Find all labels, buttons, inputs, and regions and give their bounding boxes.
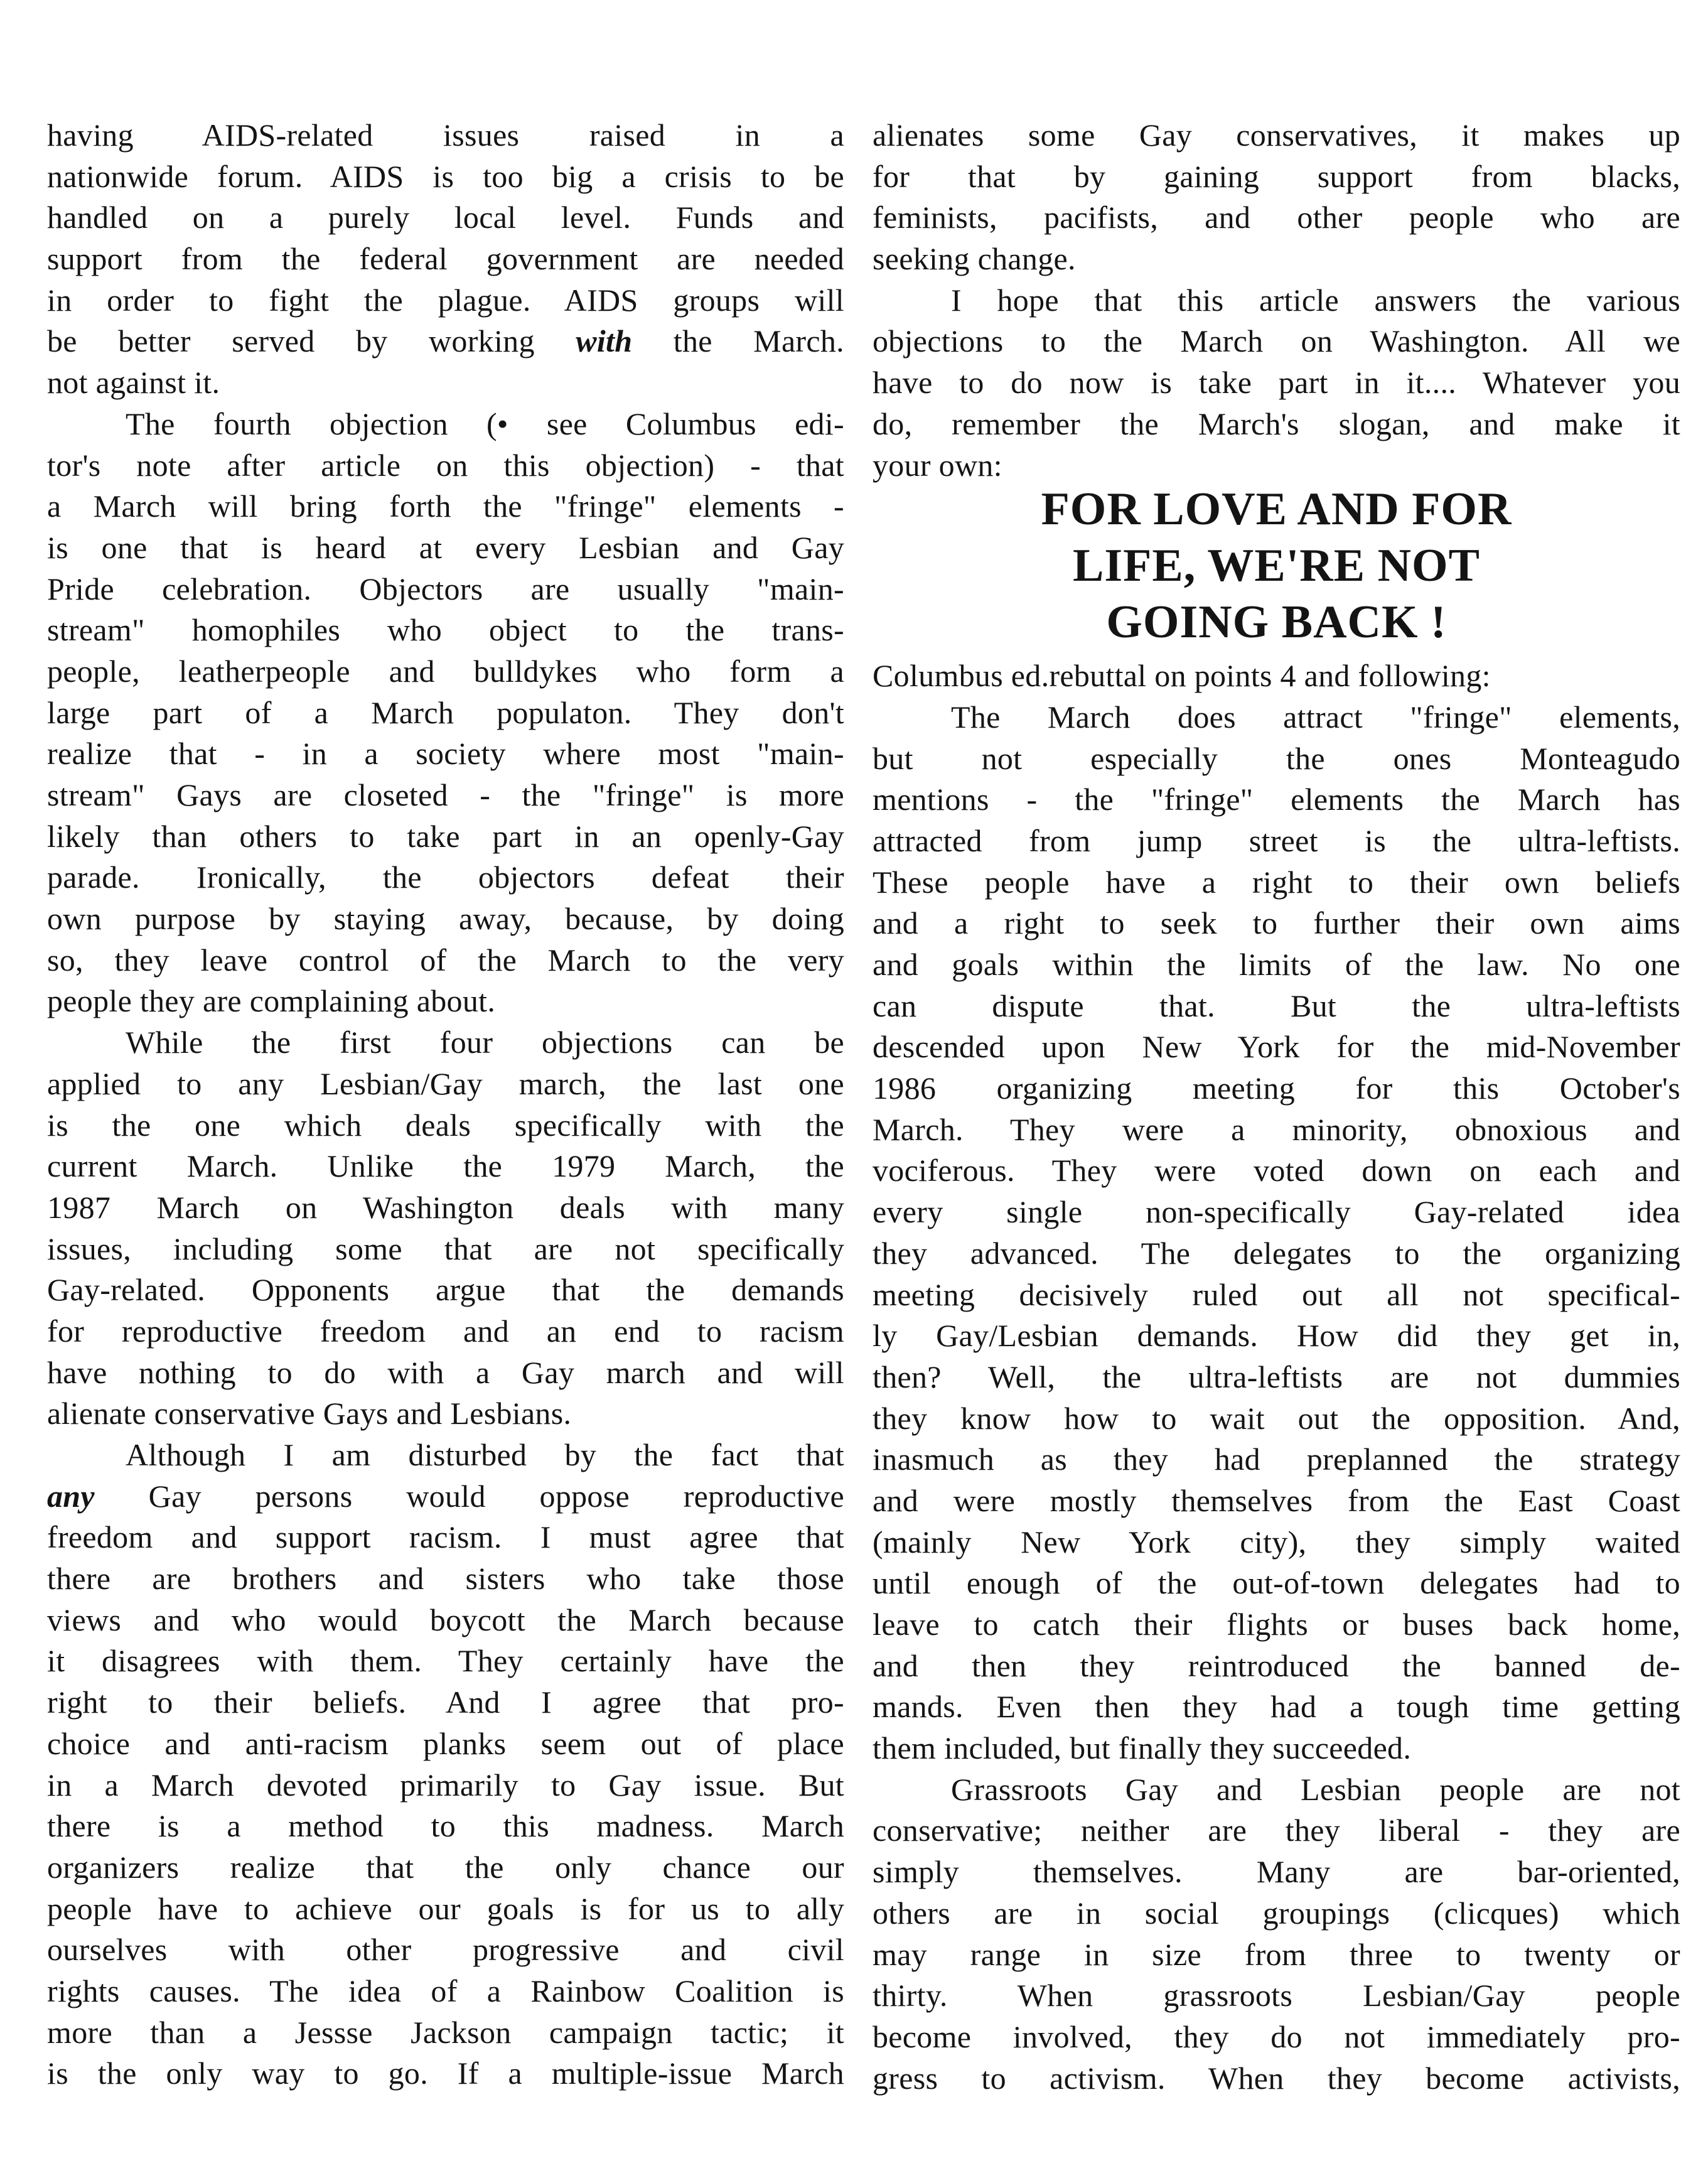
text-line: and goals within the limits of the law. No one [873, 947, 1680, 982]
text-line: and then they reintroduced the banned de- [873, 1647, 1680, 1683]
text-line: choice and anti-racism planks seem out of place [47, 1725, 844, 1761]
right-column-opening-text [873, 115, 1680, 486]
text-line: is the one which deals specifically with the [47, 1107, 844, 1143]
text-line: applied to any Lesbian/Gay march, the last one [47, 1065, 844, 1101]
text-line: in a March devoted primarily to Gay issue. But [47, 1767, 844, 1803]
text-segment: be better served by working [47, 323, 576, 359]
text-segment: Gay persons would oppose reproductive [94, 1478, 844, 1514]
emphasized-word: any [47, 1478, 95, 1514]
text-line: handled on a purely local level. Funds and [47, 200, 844, 235]
text-line: rights causes. The idea of a Rainbow Coalition is [47, 1973, 844, 2008]
text-line: realize that - in a society where most "main- [47, 736, 844, 772]
text-line: is the only way to go. If a multiple-issue March [47, 2056, 844, 2091]
text-line: descended upon New York for the mid-November [873, 1029, 1680, 1065]
text-line: them included, but finally they succeeded. [873, 1730, 1412, 1766]
text-line: and were mostly themselves from the East Coast [873, 1482, 1680, 1518]
text-line: your own: [873, 447, 1002, 483]
headline-line: GOING BACK ! [1106, 596, 1447, 649]
text-line: March. They were a minority, obnoxious and [873, 1111, 1680, 1147]
text-line: leave to catch their flights or buses back home, [873, 1607, 1680, 1642]
text-segment: the March. [632, 323, 844, 359]
text-line: gress to activism. When they become activists, [873, 2060, 1680, 2096]
text-line: alienates some Gay conservatives, it makes up [873, 117, 1680, 153]
text-line: and a right to seek to further their own aims [873, 905, 1680, 941]
text-line: stream" homophiles who object to the trans- [47, 612, 844, 648]
text-line: others are in social groupings (clicques) which [873, 1895, 1680, 1931]
text-line: can dispute that. But the ultra-leftists [873, 988, 1680, 1023]
text-line: thirty. When grassroots Lesbian/Gay people [873, 1978, 1680, 2013]
text-line: people have to achieve our goals is for us to ally [47, 1890, 844, 1926]
text-line: there is a method to this madness. March [47, 1808, 844, 1844]
text-line: objections to the March on Washington. All we [873, 323, 1680, 359]
text-line: is one that is heard at every Lesbian and Gay [47, 529, 844, 565]
text-line: people they are complaining about. [47, 983, 496, 1019]
text-line: have to do now is take part in it.... Whatever you [873, 365, 1680, 401]
text-line: have nothing to do with a Gay march and will [47, 1354, 844, 1390]
text-line [47, 1476, 844, 1517]
text-line: own purpose by staying away, because, by doing [47, 901, 844, 937]
text-line: inasmuch as they had preplanned the strategy [873, 1442, 1680, 1477]
text-line: simply themselves. Many are bar-oriented, [873, 1854, 1680, 1890]
emphasized-word: with [576, 323, 633, 359]
text-line: for reproductive freedom and an end to racism [47, 1313, 844, 1349]
text-line: nationwide forum. AIDS is too big a crisis to be [47, 158, 844, 194]
paragraph [47, 404, 844, 1022]
rebuttal-heading: Columbus ed.rebuttal on points 4 and following: [873, 658, 1491, 694]
text-line: they know how to wait out the opposition. And, [873, 1400, 1680, 1436]
text-line [47, 321, 844, 362]
text-line: may range in size from three to twenty or [873, 1936, 1680, 1972]
text-line: conservative; neither are they liberal - they are [873, 1813, 1680, 1848]
left-column [47, 115, 844, 2094]
paragraph [873, 280, 1680, 486]
text-line: right to their beliefs. And I agree that pro- [47, 1684, 844, 1720]
text-line: people, leatherpeople and bulldykes who form a [47, 653, 844, 689]
text-line: tor's note after article on this objection) - that [47, 447, 844, 483]
text-line: attracted from jump street is the ultra-leftists. [873, 822, 1680, 858]
text-line: vociferous. They were voted down on each and [873, 1153, 1680, 1189]
text-line: a March will bring forth the "fringe" elements - [47, 488, 844, 524]
text-line: it disagrees with them. They certainly have the [47, 1643, 844, 1679]
right-column [873, 115, 1680, 2099]
text-line: These people have a right to their own beliefs [873, 864, 1680, 900]
text-line: feminists, pacifists, and other people who are [873, 200, 1680, 235]
text-line: Grassroots Gay and Lesbian people are not [951, 1771, 1680, 1807]
text-line: The fourth objection (• see Columbus edi- [126, 406, 844, 441]
text-line: mentions - the "fringe" elements the March has [873, 782, 1680, 817]
text-line: freedom and support racism. I must agree that [47, 1519, 844, 1555]
text-line: organizers realize that the only chance our [47, 1849, 844, 1885]
text-line: I hope that this article answers the various [951, 282, 1680, 318]
paragraph [47, 1022, 844, 1435]
text-line: in order to fight the plague. AIDS groups will [47, 282, 844, 318]
paragraph [873, 115, 1680, 280]
text-line: meeting decisively ruled out all not specifical- [873, 1276, 1680, 1312]
text-line: issues, including some that are not specifically [47, 1231, 844, 1266]
headline-line: FOR LOVE AND FOR [1041, 483, 1512, 536]
text-line: for that by gaining support from blacks, [873, 158, 1680, 194]
paragraph [47, 1435, 844, 2094]
text-line: seeking change. [873, 241, 1076, 277]
text-line: current March. Unlike the 1979 March, the [47, 1148, 844, 1184]
paragraph [873, 1769, 1680, 2099]
headline-line: LIFE, WE'RE NOT [1073, 540, 1480, 592]
rebuttal-text [873, 697, 1680, 2099]
text-line: While the first four objections can be [126, 1025, 844, 1060]
text-line: become involved, they do not immediately pro- [873, 2019, 1680, 2054]
text-line: then? Well, the ultra-leftists are not dummies [873, 1359, 1680, 1394]
text-line: every single non-specifically Gay-related idea [873, 1194, 1680, 1230]
text-line: parade. Ironically, the objectors defeat their [47, 860, 844, 895]
text-line: views and who would boycott the March because [47, 1602, 844, 1637]
text-line: 1986 organizing meeting for this October's [873, 1070, 1680, 1106]
text-line: ly Gay/Lesbian demands. How did they get in, [873, 1318, 1680, 1354]
text-line: until enough of the out-of-town delegates had to [873, 1565, 1680, 1601]
text-line: stream" Gays are closeted - the "fringe" is more [47, 777, 844, 812]
text-line: so, they leave control of the March to the very [47, 942, 844, 978]
text-line: Pride celebration. Objectors are usually "main- [47, 571, 844, 606]
paragraph [873, 697, 1680, 1769]
text-line: they advanced. The delegates to the organizing [873, 1235, 1680, 1271]
text-line: there are brothers and sisters who take those [47, 1561, 844, 1597]
text-line: mands. Even then they had a tough time getting [873, 1689, 1680, 1725]
text-line: 1987 March on Washington deals with many [47, 1189, 844, 1225]
text-line: more than a Jessse Jackson campaign tactic; it [47, 2014, 844, 2050]
text-line: Although I am disturbed by the fact that [126, 1437, 844, 1472]
text-line: (mainly New York city), they simply waited [873, 1524, 1680, 1560]
paragraph [47, 115, 844, 404]
text-line: not against it. [47, 365, 220, 401]
text-line: Gay-related. Opponents argue that the demands [47, 1272, 844, 1308]
text-line: likely than others to take part in an openly-Gay [47, 818, 844, 854]
text-line: support from the federal government are needed [47, 241, 844, 277]
text-line: but not especially the ones Monteagudo [873, 740, 1680, 776]
text-line: do, remember the March's slogan, and make it [873, 406, 1680, 441]
text-line: ourselves with other progressive and civil [47, 1932, 844, 1968]
text-line: large part of a March populaton. They don't [47, 694, 844, 730]
text-line: having AIDS-related issues raised in a [47, 117, 844, 153]
text-line: alienate conservative Gays and Lesbians. [47, 1396, 572, 1431]
slogan-headline [873, 481, 1680, 650]
text-line: The March does attract "fringe" elements, [951, 699, 1680, 735]
